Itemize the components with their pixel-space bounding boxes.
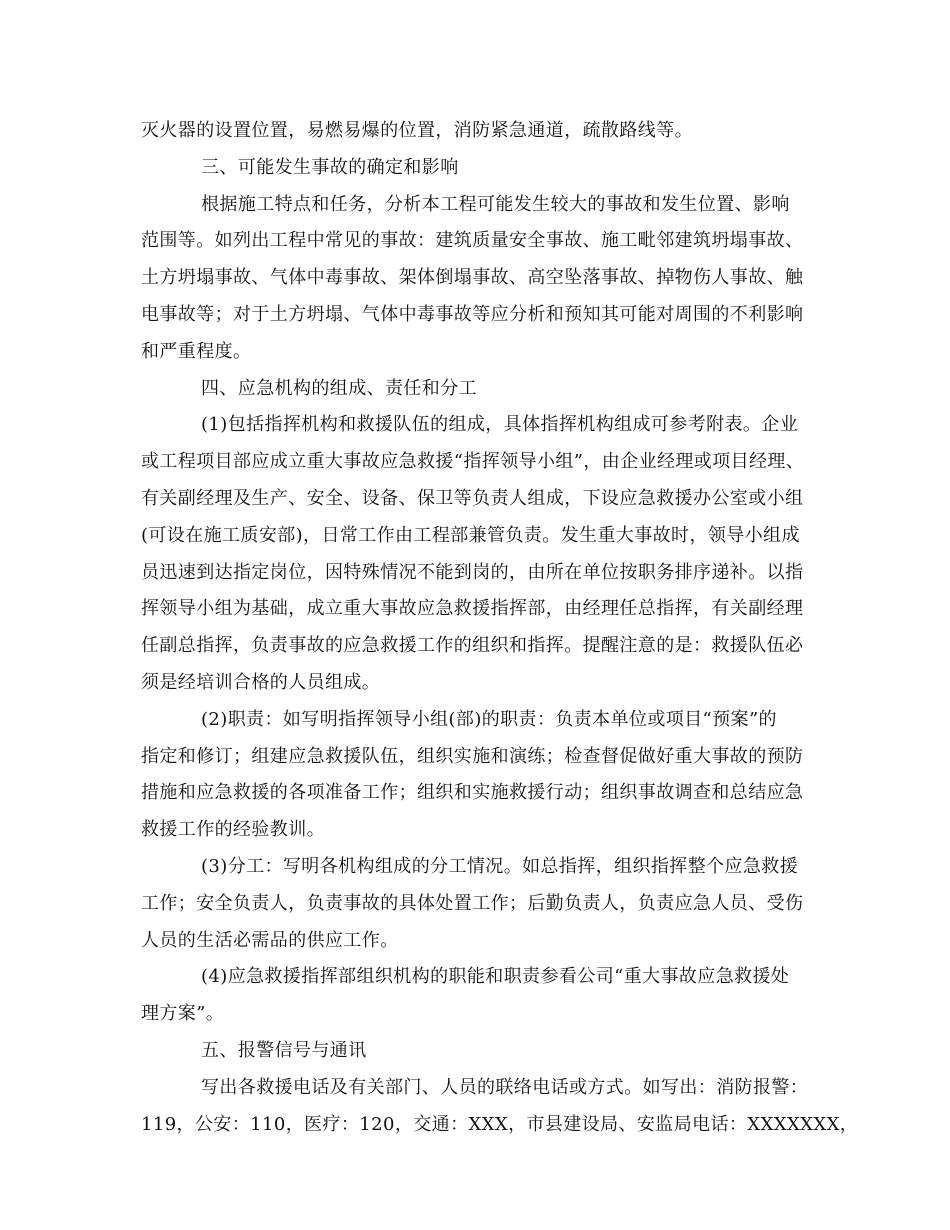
text-line: 119，公安：110，医疗：120，交通：XXX，市县建设局、安监局电话：XXXXXXX，: [141, 1113, 859, 1135]
text-line: 或工程项目部应成立重大事故应急救援“指挥领导小组”，由企业经理或项目经理、: [141, 451, 805, 473]
text-line: 措施和应急救援的各项准备工作；组织和实施救援行动；组织事故调查和总结应急: [141, 782, 804, 804]
text-line: 和严重程度。: [141, 340, 252, 362]
text-line: 救援工作的经验教训。: [141, 819, 325, 841]
section-heading: 五、报警信号与通讯: [201, 1039, 367, 1061]
text-line: 写出各救援电话及有关部门、人员的联络电话或方式。如写出：消防报警：: [201, 1076, 809, 1098]
text-line: 理方案”。: [141, 1003, 225, 1025]
text-line: (2)职责：如写明指挥领导小组(部)的职责：负责本单位或项目“预案”的: [201, 708, 777, 730]
text-line: 任副总指挥，负责事故的应急救援工作的组织和指挥。提醒注意的是：救援队伍必: [141, 635, 804, 657]
text-line: 员迅速到达指定岗位，因特殊情况不能到岗的，由所在单位按职务排序递补。以指: [141, 561, 804, 583]
text-line: 指定和修订；组建应急救援队伍，组织实施和演练；检查督促做好重大事故的预防: [141, 745, 804, 767]
section-heading: 四、应急机构的组成、责任和分工: [201, 377, 477, 399]
text-line: 灭火器的设置位置，易燃易爆的位置，消防紧急通道，疏散路线等。: [141, 120, 693, 141]
text-line: (4)应急救援指挥部组织机构的职能和职责参看公司“重大事故应急救援处: [201, 966, 790, 988]
text-line: (1)包括指挥机构和救援队伍的组成，具体指挥机构组成可参考附表。企业: [201, 414, 799, 436]
text-line: 有关副经理及生产、安全、设备、保卫等负责人组成，下设应急救援办公室或小组: [141, 487, 804, 509]
text-line: (可设在施工质安部)，日常工作由工程部兼管负责。发生重大事故时，领导小组成: [141, 524, 800, 546]
text-line: (3)分工：写明各机构组成的分工情况。如总指挥，组织指挥整个应急救援: [201, 855, 799, 877]
text-line: 土方坍塌事故、气体中毒事故、架体倒塌事故、高空坠落事故、掉物伤人事故、触: [141, 267, 804, 289]
section-heading: 三、可能发生事故的确定和影响: [201, 156, 459, 178]
text-line: 根据施工特点和任务，分析本工程可能发生较大的事故和发生位置、影响: [201, 193, 790, 215]
document-body: [141, 113, 859, 1143]
text-line: 人员的生活必需品的供应工作。: [141, 929, 399, 951]
text-line: 挥领导小组为基础，成立重大事故应急救援指挥部，由经理任总指挥，有关副经理: [141, 598, 804, 620]
text-line: 须是经培训合格的人员组成。: [141, 671, 381, 693]
text-line: 电事故等；对于土方坍塌、气体中毒事故等应分析和预知其可能对周围的不利影响: [141, 303, 804, 325]
text-line: 范围等。如列出工程中常见的事故：建筑质量安全事故、施工毗邻建筑坍塌事故、: [141, 230, 804, 252]
text-line: 工作；安全负责人，负责事故的具体处置工作；后勤负责人，负责应急人员、受伤: [141, 892, 804, 914]
